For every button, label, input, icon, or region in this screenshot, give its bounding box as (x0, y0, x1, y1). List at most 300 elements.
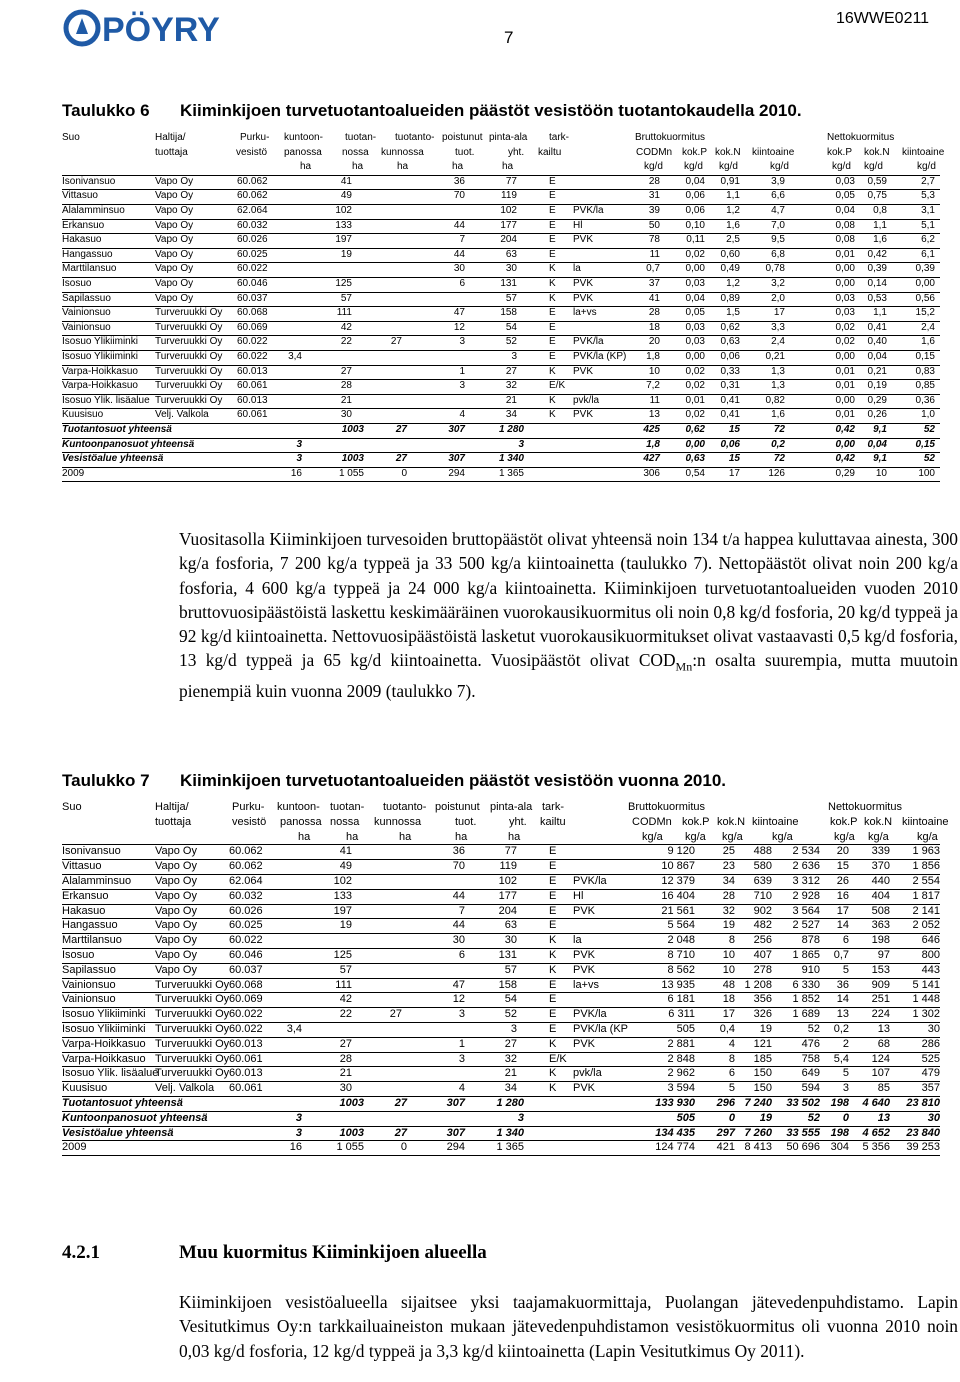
table-row-cell: 97 (877, 949, 890, 961)
year-2009-row-cell: 421 (716, 1141, 735, 1154)
table-row-cell: Vittasuo (62, 860, 102, 873)
table-row-cell: Isosuo Ylikiiminki (62, 1008, 146, 1021)
table-row-cell: Turveruukki Oy (155, 1008, 230, 1021)
header-row-3-cell: kg/d (684, 161, 703, 173)
table-row-cell: K (549, 934, 557, 947)
table-row-cell: 0,00 (835, 394, 855, 406)
total-row-cell: 0,42 (835, 453, 855, 465)
table-row-cell: 2 928 (792, 889, 820, 902)
table-row-cell: 133 (335, 219, 352, 231)
table-row-cell: 60.061 (237, 409, 268, 421)
table-row-cell: K (549, 365, 556, 377)
header-row-3-cell: kg/a (772, 830, 793, 843)
total-row-cell: 1 340 (496, 1126, 524, 1139)
year-2009-row (62, 468, 960, 482)
table-row-cell: 1,1 (726, 190, 740, 202)
total-row-cell: 307 (448, 424, 465, 435)
table-row-cell: PVK (573, 292, 594, 304)
total-row-cell: 19 (759, 1111, 772, 1124)
table-row-cell: 2,7 (921, 175, 935, 187)
table-row-cell: PVK (573, 1037, 596, 1050)
table-row-cell: 34 (722, 875, 735, 887)
total-row-cell: 13 (877, 1111, 890, 1124)
table-row (62, 1008, 960, 1022)
header-row-3-cell: kg/d (644, 161, 663, 173)
table-row-cell: Turveruukki Oy (155, 321, 223, 333)
table-row-cell: 5 564 (667, 919, 695, 932)
total-row-cell: 134 435 (655, 1126, 695, 1139)
total-row-cell: 0,00 (685, 438, 705, 450)
table-row-cell: 31 (648, 190, 660, 202)
table-row-cell: 0,08 (835, 234, 855, 246)
table-row-cell: E (549, 978, 557, 991)
header-row-1-cell: pinta-ala (489, 132, 528, 143)
table-row-cell: 62.064 (229, 875, 263, 887)
table-row-cell: PVK/la (573, 1008, 607, 1021)
header-row-1-cell: kuntoon- (277, 801, 320, 813)
table-row-cell: 28 (648, 175, 660, 187)
table-row-cell: Velj. Valkola (155, 1082, 215, 1095)
header-row-1-cell: tark- (542, 801, 564, 813)
table-row-cell: PVK (573, 234, 594, 246)
section-number: 4.2.1 (62, 1242, 100, 1263)
table-row-cell: 10 (722, 949, 735, 961)
table-row-cell: Turveruukki Oy (155, 1067, 230, 1080)
table-row-cell: 10 (722, 963, 735, 976)
table-row-cell: 5 141 (912, 978, 940, 991)
table-row-cell: K (549, 278, 556, 289)
table-row (62, 1038, 960, 1052)
table-row-cell: 363 (871, 919, 890, 932)
table-row (62, 234, 960, 248)
table-row-cell: 57 (504, 963, 517, 976)
table-row-cell: Hakasuo (62, 904, 106, 917)
table-row-cell: 20 (836, 845, 849, 858)
total-row-cell: 52 (807, 1111, 820, 1124)
total-row (62, 1097, 960, 1111)
total-row-cell: 23 810 (906, 1097, 940, 1109)
table-row-cell: 19 (340, 248, 352, 260)
table7-caption-title: Kiiminkijoen turvetuotantoalueiden päästöt vesistöön vuonna 2010. (180, 771, 726, 790)
table-row-cell: Vapo Oy (155, 904, 197, 917)
table-row-cell: 11 (649, 248, 660, 260)
table-row-cell: 0,03 (835, 175, 855, 187)
header-row-2-cell: vesistö (236, 146, 268, 158)
total-row-cell: 52 (923, 453, 935, 465)
header-row-2-cell: kiintoaine (752, 815, 799, 828)
table-row-cell: 0,02 (685, 365, 705, 377)
table-row-cell: 0,11 (686, 234, 705, 246)
table-row-cell: 0,01 (835, 409, 855, 421)
table-row (62, 220, 960, 234)
table-row-cell: Varpa-Hoikkasuo (62, 1037, 146, 1050)
total-row-cell: 0,42 (835, 424, 855, 435)
table-row-cell: Isosuo Ylikiiminki (62, 1023, 146, 1035)
table-row-cell: 150 (753, 1067, 772, 1080)
table-row-cell: 158 (498, 978, 517, 991)
header-row-3-cell: kg/a (642, 830, 663, 843)
table-row-cell: Turveruukki Oy (155, 307, 223, 319)
total-row-cell: 3 (517, 1111, 524, 1124)
table-row-cell: 1,6 (726, 219, 740, 231)
table-row-cell: 479 (921, 1067, 940, 1080)
total-row-cell: 0,63 (685, 453, 705, 465)
total-row-cell: 9,1 (873, 424, 887, 435)
header-row-2-cell: kunnossa (381, 146, 424, 158)
table-row-cell: 57 (505, 292, 517, 304)
table-row-cell: 0,04 (835, 205, 855, 216)
table-row-cell: 0,31 (720, 380, 740, 392)
table-row-cell: 19 (339, 919, 352, 932)
table-row-cell: E (549, 875, 557, 887)
table-row-cell: 1,3 (771, 380, 785, 392)
table-row-cell: 57 (339, 963, 352, 976)
table-row-cell: 70 (452, 860, 465, 873)
total-row-cell: Tuotantosuot yhteensä (62, 424, 172, 435)
table-row-cell: E (549, 205, 556, 216)
table-row-cell: 39 (648, 205, 660, 216)
table-row-cell: 0,01 (835, 380, 855, 392)
header-row-3-cell: kg/a (868, 830, 889, 843)
header-row-3-cell: kg/a (722, 830, 743, 843)
total-row-cell: 7 260 (744, 1126, 772, 1139)
table-row-cell: 0,59 (867, 175, 887, 187)
document-code: 16WWE0211 (836, 10, 930, 27)
table-row-cell: 0,02 (835, 321, 855, 333)
table-row-cell: 639 (753, 875, 772, 887)
table-row-cell: 5,1 (921, 219, 935, 231)
table-row-cell: 339 (871, 845, 890, 858)
table-row-cell: Vapo Oy (155, 860, 197, 873)
table-row-cell: E (549, 307, 556, 319)
table-row-cell: pvk/la (573, 1067, 602, 1080)
table-row-cell: 60.068 (237, 307, 268, 319)
table-row (62, 205, 960, 219)
table-row-cell: 63 (504, 919, 517, 932)
table-row-cell: 63 (505, 248, 517, 260)
table-row-cell: 30 (452, 934, 465, 947)
table-row-cell: 60.022 (237, 336, 268, 348)
table-row-cell: 0,21 (765, 351, 785, 362)
table-row-cell: PVK (573, 949, 596, 961)
table-row-cell: 17 (722, 1008, 735, 1021)
table-row-cell: 404 (871, 889, 890, 902)
table-row-cell: 0,60 (720, 248, 740, 260)
table-row-cell: 356 (753, 993, 772, 1006)
table-row-cell: 70 (453, 190, 465, 202)
table-row (62, 890, 960, 904)
total-row-cell: 3 (295, 1111, 302, 1124)
table-row-cell: 30 (453, 263, 465, 275)
header-row-1-cell: Haltija/ (155, 132, 186, 143)
total-row-cell: 27 (395, 424, 407, 435)
table-row-cell: Vapo Oy (155, 248, 194, 260)
header-row-1-cell: poistunut (442, 132, 483, 143)
header-row-2-cell: kailtu (538, 146, 562, 158)
table-row-cell: 910 (801, 963, 820, 976)
header-row-1-cell: Purku- (232, 801, 265, 813)
table-row-cell: 60.061 (229, 1082, 263, 1095)
table-row-cell: 68 (877, 1037, 890, 1050)
table-row-cell: E (549, 1008, 557, 1021)
table-row-cell: 1 (459, 365, 465, 377)
header-row-2-cell: kok.P (682, 815, 710, 828)
total-row-cell: 15 (728, 424, 740, 435)
paragraph-other-load (179, 1290, 958, 1363)
table-row (62, 307, 960, 321)
total-row-cell: 52 (923, 424, 935, 435)
table-row-cell: 60.013 (237, 394, 268, 406)
table-row-cell: 32 (504, 1052, 517, 1065)
table-row (62, 176, 960, 190)
table-row-cell: Marttilansuo (62, 934, 122, 947)
table-row (62, 380, 960, 394)
table-row-cell: Turveruukki Oy (155, 978, 230, 991)
table-row-cell: 12 (452, 993, 465, 1006)
table-row-cell: Alalamminsuo (62, 205, 125, 216)
header-row-3-cell: ha (399, 830, 412, 843)
table-row-cell: K (549, 292, 556, 304)
table-row-cell: 7 (458, 904, 465, 917)
table-row-cell: 0,06 (685, 190, 705, 202)
table-row-cell: 150 (753, 1082, 772, 1095)
table-row (62, 979, 960, 993)
table-row-cell: Velj. Valkola (155, 409, 209, 421)
table-row-cell: 36 (836, 978, 849, 991)
table-row-cell: 131 (500, 278, 517, 289)
year-2009-row-cell: 1 055 (338, 467, 364, 479)
table-row-cell: 0,85 (915, 380, 935, 392)
header-row-2-cell: tuottaja (155, 146, 188, 158)
year-2009-row-cell: 10 (875, 467, 887, 479)
total-row-cell: Kuntoonpanosuot yhteensä (62, 1111, 208, 1124)
table-row-cell: 153 (871, 963, 890, 976)
total-row-cell: 297 (716, 1126, 735, 1139)
total-row-cell: 15 (728, 453, 740, 465)
table-row-cell: Vapo Oy (155, 934, 197, 947)
total-row-cell: Vesistöalue yhteensä (62, 1126, 174, 1139)
table-row-cell: 102 (335, 205, 352, 216)
table-row-cell: 1 (458, 1037, 465, 1050)
table-row-cell: 121 (753, 1037, 772, 1050)
table-row-cell: 0,39 (915, 263, 935, 275)
table-row-cell: 357 (921, 1082, 940, 1095)
table-row-cell: E (549, 175, 556, 187)
table-row-cell: 1,0 (921, 409, 935, 421)
header-row-3-cell: ha (508, 830, 521, 843)
table-row-cell: 0,41 (720, 409, 740, 421)
table-row-cell: 49 (339, 860, 352, 873)
header-row-2 (62, 816, 960, 830)
table-row-cell: 60.046 (229, 949, 263, 961)
table-row-cell: 286 (921, 1037, 940, 1050)
table-row-cell: 26 (836, 875, 849, 887)
table-row-cell: 1 448 (912, 993, 940, 1006)
table-row-cell: 30 (504, 934, 517, 947)
table-row-cell: la (573, 263, 581, 275)
table-row-cell: 1,2 (726, 205, 740, 216)
header-row-2-cell: panossa (284, 146, 322, 158)
year-2009-row-cell: 39 253 (906, 1141, 940, 1154)
table-row-cell: 8 (728, 934, 735, 947)
header-row-1-cell: tuotanto- (395, 132, 435, 143)
table-row-cell: 0,03 (685, 278, 705, 289)
table-row-cell: 54 (504, 993, 517, 1006)
table-row-cell: 60.062 (229, 845, 263, 858)
table-row-cell: 158 (500, 307, 517, 319)
table-row-cell: 370 (871, 860, 890, 873)
table-row-cell: 6,2 (921, 234, 935, 246)
year-2009-row-cell: 0 (401, 467, 407, 479)
year-2009-row-cell: 1 365 (496, 1141, 524, 1154)
table-row-cell: 2,4 (921, 321, 935, 333)
table-row-cell: 49 (340, 190, 352, 202)
table-row-cell: 8 (728, 1052, 735, 1065)
header-row-2-cell: kok.N (717, 815, 746, 828)
table-row-cell: 1,6 (771, 409, 785, 421)
table-row-cell: E (549, 219, 556, 231)
table-row-cell: la (573, 934, 582, 947)
table-row-cell: Isosuo Ylik. lisäalue (62, 394, 150, 406)
year-2009-row-cell: 294 (446, 1141, 465, 1154)
table-row-cell: 0,62 (720, 321, 740, 333)
table-row-cell: Turveruukki Oy (155, 1052, 230, 1065)
table-row-cell: 5,3 (921, 190, 935, 202)
table-row-cell: 8 710 (667, 949, 695, 961)
table-row-cell: 1 817 (912, 889, 940, 902)
table-row-cell: K (549, 963, 557, 976)
table6-caption-number: Taulukko 6 (62, 101, 150, 120)
total-row-cell: 0,04 (867, 438, 887, 450)
table-row-cell: 1,1 (873, 219, 887, 231)
total-row-cell: 1 280 (496, 1097, 524, 1109)
table-row-cell: 0,29 (867, 394, 887, 406)
header-row-2-cell: vesistö (232, 815, 267, 828)
table-row-cell: 60.061 (229, 1052, 263, 1065)
header-row-1-cell: tuotan- (345, 132, 377, 143)
table-row (62, 905, 960, 919)
table-row-cell: 0,53 (867, 292, 887, 304)
table-row-cell: 0,26 (867, 409, 887, 421)
table-row-cell: 111 (335, 978, 352, 991)
table-row-cell: 60.062 (237, 175, 268, 187)
table-row-cell: 198 (871, 934, 890, 947)
table-row-cell: 60.025 (237, 248, 268, 260)
table-row-cell: E/K (549, 380, 566, 392)
table-row-cell: 60.068 (229, 978, 263, 991)
total-row-cell: 3 (295, 1126, 302, 1139)
table-row-cell: 2 636 (792, 860, 820, 873)
table-row-cell: 0,41 (867, 321, 887, 333)
table-row-cell: 19 (722, 919, 735, 932)
table-row-cell: 0,04 (685, 175, 705, 187)
total-row (62, 1112, 960, 1126)
paragraph-emissions-summary (179, 527, 958, 704)
table-row-cell: E/K (549, 1052, 567, 1065)
total-row-cell: 23 840 (906, 1126, 940, 1139)
table-row-cell: 60.013 (237, 365, 268, 377)
table-row-cell: Kuusisuo (62, 1082, 108, 1095)
table-row-cell: 41 (339, 845, 352, 858)
table-row-cell: 0,03 (835, 292, 855, 304)
table-row-cell: E (549, 904, 557, 917)
total-row-cell: 27 (394, 1097, 407, 1109)
total-row-cell: 296 (716, 1097, 735, 1109)
table-row-cell: 34 (505, 409, 517, 421)
year-2009-row-cell: 1 055 (336, 1141, 364, 1154)
table-row-cell: 4,7 (771, 205, 785, 216)
table-row-cell: PVK/la (KP (573, 1023, 629, 1035)
table-row-cell: 0,8 (873, 205, 887, 216)
header-row-1-cell: Nettokuormitus (828, 801, 902, 813)
table-row-cell: 2 534 (792, 845, 820, 858)
table-row-cell: 0,40 (867, 336, 887, 348)
total-row-cell: 4 652 (862, 1126, 890, 1139)
table-row-cell: 0,75 (867, 190, 887, 202)
table-row-cell: 1,2 (726, 278, 740, 289)
table-row-cell: 3 (842, 1082, 849, 1095)
table-row-cell: 57 (340, 292, 352, 304)
header-row-3-cell: ha (298, 830, 311, 843)
table-row-cell: 7,2 (646, 380, 660, 392)
total-row-cell: 1,8 (646, 438, 660, 450)
year-2009-row-cell: 0,54 (685, 467, 705, 479)
table-row-cell: 0,2 (833, 1023, 849, 1035)
table-row-cell: 594 (801, 1082, 820, 1095)
table-row (62, 395, 960, 409)
table-row-cell: 60.022 (237, 351, 268, 362)
table-row-cell: 6,6 (771, 190, 785, 202)
table-row-cell: Vapo Oy (155, 889, 197, 902)
year-2009-row-cell: 306 (643, 467, 660, 479)
table-row-cell: 1,1 (873, 307, 887, 319)
header-row-1-cell: tuotanto- (383, 801, 427, 813)
header-row-2-cell: kok.P (827, 146, 853, 158)
table-row-cell: Turveruukki Oy (155, 1037, 230, 1050)
table-row (62, 249, 960, 263)
table-row-cell: 60.026 (229, 904, 263, 917)
table-row-cell: 102 (500, 205, 517, 216)
table-row-cell: Vapo Oy (155, 875, 197, 887)
table-row-cell: E (549, 321, 556, 333)
table-row-cell: 0,00 (915, 278, 935, 289)
table-row-cell: 3 (459, 336, 465, 348)
table-row-cell: 204 (498, 904, 517, 917)
year-2009-row-cell: 0,29 (835, 467, 855, 479)
header-row-1-cell: Bruttokuormitus (635, 132, 706, 143)
table-row-cell: 60.022 (229, 934, 263, 947)
total-row-cell: 3 (296, 453, 302, 465)
table-row-cell: 42 (340, 321, 352, 333)
table-row-cell: 0,39 (867, 263, 887, 275)
table-row-cell: 0,00 (835, 351, 855, 362)
table-row-cell: PVK (573, 365, 594, 377)
table-row-cell: 3,4 (286, 1023, 302, 1035)
total-row-cell: 1 280 (498, 424, 524, 435)
table-row-cell: 60.025 (229, 919, 263, 932)
total-row-cell: 0,62 (685, 424, 705, 435)
table-row (62, 964, 960, 978)
header-row-3-cell: kg/a (917, 830, 938, 843)
table-row-cell: 0,04 (685, 292, 705, 304)
table-row-cell: Vapo Oy (155, 190, 194, 202)
table-row-cell: PVK/la (573, 205, 604, 216)
table-row-cell: 22 (340, 336, 352, 348)
table-row (62, 919, 960, 933)
table-row-cell: 27 (505, 365, 517, 377)
header-row-1-cell: Bruttokuormitus (628, 801, 706, 813)
table-row-cell: 60.062 (237, 190, 268, 202)
